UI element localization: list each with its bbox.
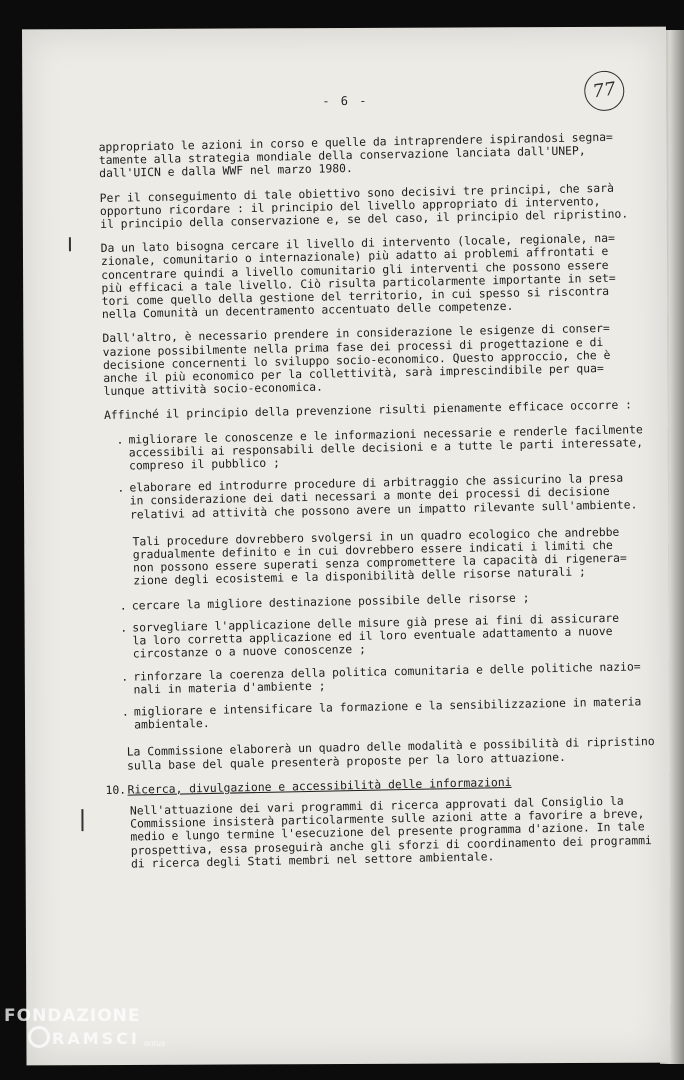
list-item: [121, 659, 657, 696]
foundation-watermark: [4, 1006, 165, 1048]
bullet-symbol: .: [121, 704, 129, 719]
section-heading: [105, 773, 659, 797]
document-page: [22, 27, 671, 1066]
commission-note: La Commissione elaborerà un quadro delle modalità e possibilità di ripristino sulla base del quale presenterà proposte per la loro attuazione.: [126, 734, 655, 773]
bullet-symbol: .: [119, 598, 127, 613]
list-item: [120, 611, 657, 661]
body-text: [98, 130, 661, 882]
bullet-symbol: .: [117, 480, 125, 496]
page-number: - 6 -: [322, 93, 369, 109]
section-10-paragraph: Nell'attuazione dei vari programmi di ricerca approvati dal Consiglio la Commissione insisterà particolarmente sulle azioni atte a favorire a breve, medio e lungo termine l'esecuzione del presente programma d'azione. In tale prospettiva, essa proseguirà anche gli sforzi di coordinamento dei programmi di ricerca degli Stati membri nel settore ambientale.: [129, 793, 652, 871]
list-item: [117, 471, 654, 521]
watermark-line2: RAMSCI: [52, 1029, 140, 1048]
margin-mark-top: [69, 237, 71, 251]
section-title: Ricerca, divulgazione e accessibilità delle informazioni: [127, 774, 512, 797]
watermark-small: onlus: [143, 1039, 166, 1048]
watermark-line2-row: [32, 1026, 165, 1048]
bullet-symbol: .: [121, 669, 129, 684]
prevention-intro: Affinché il principio della prevenzione risulti pienamente efficace occorre :: [103, 397, 633, 423]
bullet-symbol: .: [116, 432, 124, 447]
list-item-text: migliorare le conoscenze e le informazioni necessarie e renderle facilmente accessibili ai responsabili delle decisioni e a tutte le parti interessate, compreso il pubblico ;: [128, 421, 644, 473]
section-number: 10.: [105, 782, 127, 797]
bullet-symbol: .: [120, 620, 128, 635]
list-item: [116, 423, 653, 473]
margin-mark-bottom: [81, 809, 83, 831]
paragraph-1: appropriato le azioni in corso e quelle da intraprendere ispirandosi segna= tamente alla strategia mondiale della conservazione lanciata dall'UNEP, dall'UICN e dalla WWF nel marzo 1980.: [98, 129, 613, 181]
list-item-text: rinforzare la coerenza della politica comunitaria e delle politiche nazio= nali in materia d'ambiente ;: [133, 658, 641, 697]
list-item-text: elaborare ed introdurre procedure di arbitraggio che assicurino la presa in considerazione dei dati necessari a monte dei processi di decisione relativi ad attività che possono avere un impatto rilevante sull'ambiente.: [129, 470, 638, 522]
paragraph-4: Dall'altro, è necessario prendere in considerazione le esigenze di conser= vazione possibilmente nella prima fase dei processi di progettazione e di decisione concernenti lo sviluppo socio-economico. Questo approccio, che è anche il più economico per la collettività, sarà imprescindibile per qua= lunque attività socio-economica.: [102, 321, 611, 399]
watermark-line1: FONDAZIONE: [4, 1006, 141, 1026]
paragraph-3: Da un lato bisogna cercare il livello di intervento (locale, regionale, na= zionale, comunitario o internazionale) più adatto ai problemi affrontati e concentrare quindi a livello comunitario gli interventi che possono essere più efficaci a tale livello. Ciò risulta particolarmente importante in set= tori come quello della gestione del territorio, in cui spesso si riscontra nella Comunità un decentramento accentuato delle competenze.: [100, 230, 616, 322]
paragraph-2: Per il conseguimento di tale obiettivo sono decisivi tre principi, che sarà opportuno ricordare : il principio del livello appropriato di intervento, il principio della conservazione e, se del caso, il principio del ripristino.: [99, 180, 629, 232]
procedures-note: Tali procedure dovrebbero svolgersi in un quadro ecologico che andrebbe gradualmente definito e in cui dovrebbero essere indicati i limiti che non possono essere superati senza compromettere la capacità di rigenera= zione degli ecosistemi e la disponibilità delle risorse naturali ;: [132, 524, 627, 588]
list-item-text: migliorare e intensificare la formazione e la sensibilizzazione in materia ambientale.: [133, 694, 642, 732]
list-item-text: cercare la migliore destinazione possibile delle risorse ;: [131, 590, 530, 613]
list-item: [122, 695, 658, 732]
archive-number-mark: 77: [582, 68, 627, 113]
g-logo-icon: [28, 1026, 50, 1048]
list-item: [120, 589, 656, 613]
list-item-text: sorvegliare l'applicazione delle misure già prese ai fini di assicurare la loro corretta applicazione ed il loro eventuale adattamento a nuove circostanze o a nuove conoscenze ;: [132, 610, 620, 661]
